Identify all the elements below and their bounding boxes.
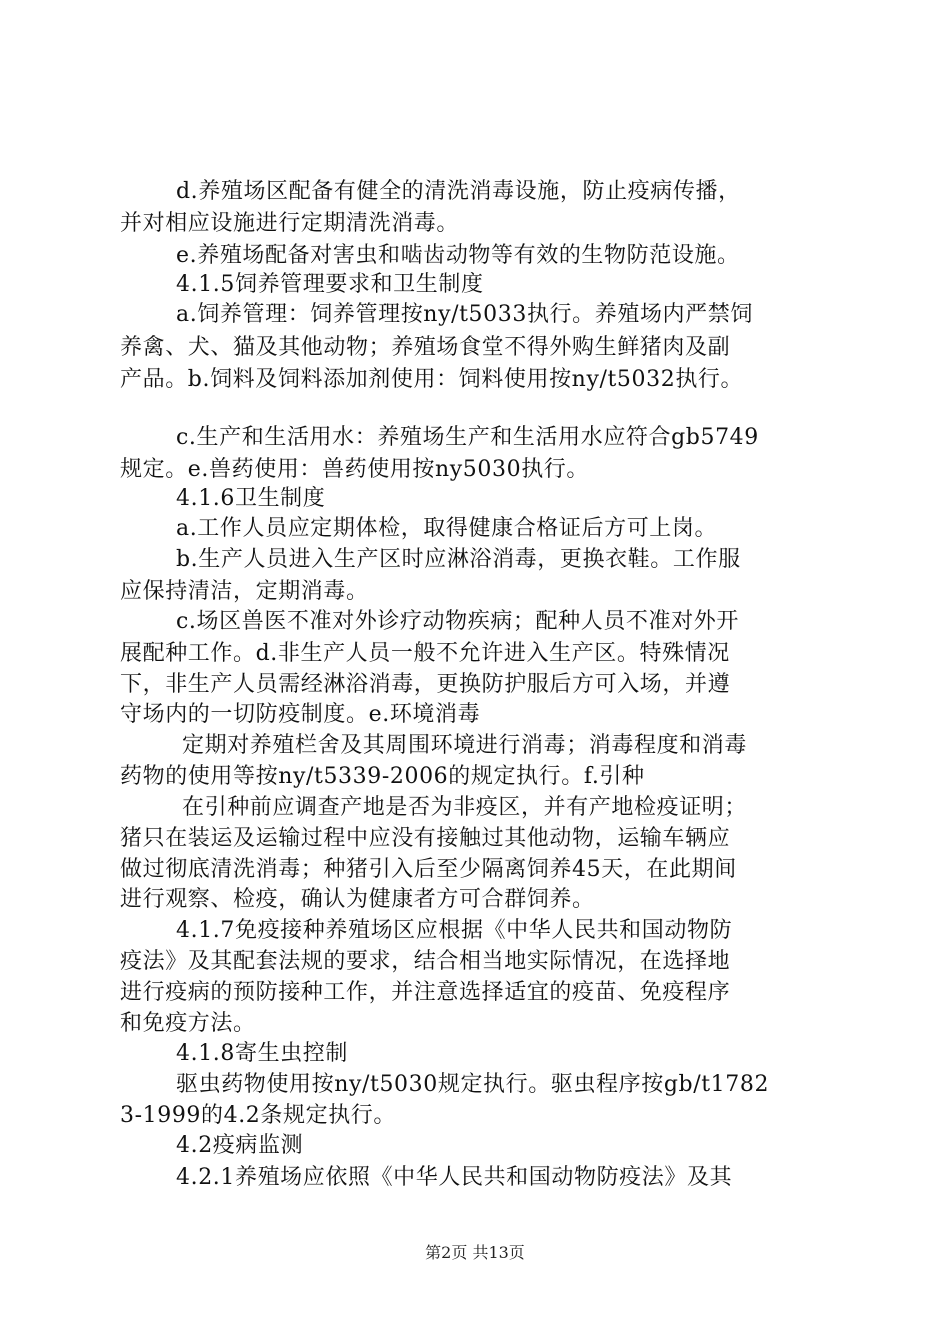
paragraph-line: 养禽、犬、猫及其他动物；养殖场食堂不得外购生鲜猪肉及副 [120, 335, 731, 360]
paragraph-line: 定期对养殖栏舍及其周围环境进行消毒；消毒程度和消毒 [182, 733, 748, 758]
paragraph-line: 产品。b.饲料及饲料添加剂使用：饲料使用按ny/t5032执行。 [120, 367, 744, 392]
paragraph-line: c.生产和生活用水：养殖场生产和生活用水应符合gb5749 [176, 425, 759, 450]
paragraph-line: 展配种工作。d.非生产人员一般不允许进入生产区。特殊情况 [120, 641, 730, 666]
paragraph-line: 并对相应设施进行定期清洗消毒。 [120, 211, 460, 236]
paragraph-line: 驱虫药物使用按ny/t5030规定执行。驱虫程序按gb/t1782 [176, 1072, 770, 1097]
paragraph-line: 守场内的一切防疫制度。e.环境消毒 [120, 702, 481, 727]
section-heading: 4.1.6卫生制度 [176, 486, 326, 511]
page-number-footer: 第2页 共13页 [425, 1243, 525, 1262]
paragraph-line: b.生产人员进入生产区时应淋浴消毒，更换衣鞋。工作服 [176, 547, 741, 572]
paragraph-line: 在引种前应调查产地是否为非疫区，并有产地检疫证明； [182, 795, 748, 820]
paragraph-line: 4.1.7免疫接种养殖场区应根据《中华人民共和国动物防 [176, 918, 733, 943]
paragraph-line: a.饲养管理：饲养管理按ny/t5033执行。养殖场内严禁饲 [176, 302, 753, 327]
section-heading: 4.2疫病监测 [176, 1133, 304, 1158]
paragraph-line: 3-1999的4.2条规定执行。 [120, 1103, 397, 1128]
paragraph-line: 做过彻底清洗消毒；种猪引入后至少隔离饲养45天，在此期间 [120, 857, 737, 882]
paragraph-line: d.养殖场区配备有健全的清洗消毒设施，防止疫病传播， [176, 179, 741, 204]
paragraph-line: 进行观察、检疫，确认为健康者方可合群饲养。 [120, 887, 595, 912]
paragraph-line: 应保持清洁，定期消毒。 [120, 579, 369, 604]
section-heading: 4.1.5饲养管理要求和卫生制度 [176, 272, 484, 297]
paragraph-line: 疫法》及其配套法规的要求，结合相当地实际情况，在选择地 [120, 949, 731, 974]
paragraph-line: c.场区兽医不准对外诊疗动物疾病；配种人员不准对外开 [176, 609, 739, 634]
paragraph-line: 和免疫方法。 [120, 1011, 256, 1036]
paragraph-line: 4.2.1养殖场应依照《中华人民共和国动物防疫法》及其 [176, 1165, 733, 1190]
paragraph-line: 药物的使用等按ny/t5339-2006的规定执行。f.引种 [120, 764, 645, 789]
paragraph-line: a.工作人员应定期体检，取得健康合格证后方可上岗。 [176, 516, 718, 541]
paragraph-line: 规定。e.兽药使用：兽药使用按ny5030执行。 [120, 457, 589, 482]
paragraph-line: 下，非生产人员需经淋浴消毒，更换防护服后方可入场，并遵 [120, 672, 731, 697]
paragraph-line: 进行疫病的预防接种工作，并注意选择适宜的疫苗、免疫程序 [120, 980, 731, 1005]
paragraph-line: e.养殖场配备对害虫和啮齿动物等有效的生物防范设施。 [176, 243, 740, 268]
section-heading: 4.1.8寄生虫控制 [176, 1041, 348, 1066]
paragraph-line: 猪只在装运及运输过程中应没有接触过其他动物，运输车辆应 [120, 826, 731, 851]
